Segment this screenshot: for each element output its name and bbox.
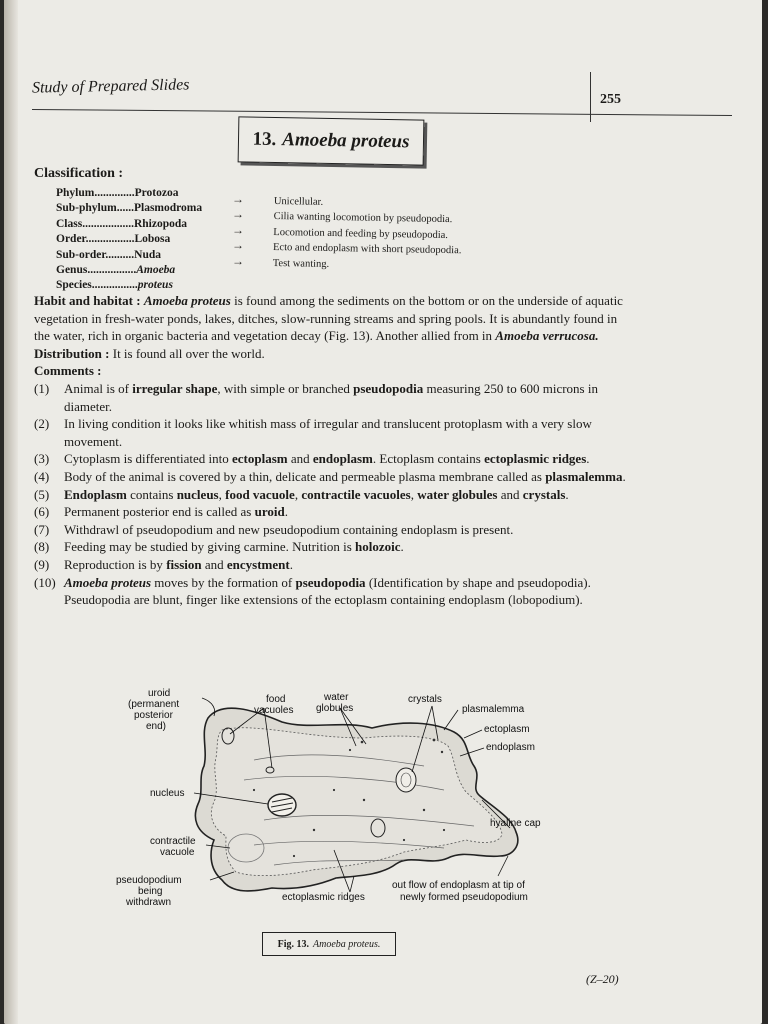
label-plasmalemma: plasmalemma xyxy=(462,704,525,715)
comment-number: (7) xyxy=(34,521,50,537)
classification-rank-row xyxy=(56,248,202,263)
label-endoplasm: endoplasm xyxy=(486,742,535,753)
habit-text: is found among the sediments on the bottom or on the underside of aquatic vegetation in fresh-water ponds, lakes, ditches, slow-running streams and spring pools. It is abundantly found in the water, rich in organic bacteria and vegetation decay (Fig. 13). Another allied from in xyxy=(34,293,623,344)
label-food: food xyxy=(266,694,286,705)
rank-value: proteus xyxy=(137,279,173,292)
comment-text: irregular shape xyxy=(132,380,218,396)
comment-text: , xyxy=(294,486,302,502)
habit-allied-species: Amoeba verrucosa. xyxy=(495,328,599,344)
comment-text: pseudopodia xyxy=(295,574,366,590)
section-species: Amoeba proteus xyxy=(282,129,410,153)
rank-value: Rhizopoda xyxy=(133,217,187,230)
comment-text: fission xyxy=(166,556,202,572)
page-binding-shadow xyxy=(4,0,18,1024)
comment-text: Body of the animal is covered by a thin, delicate and permeable plasma membrane called as xyxy=(64,468,546,484)
arrow-icon: → xyxy=(232,253,244,268)
comment-text: contains xyxy=(126,486,177,502)
classification-rank-row xyxy=(56,232,202,247)
distribution-paragraph xyxy=(34,345,634,363)
rank-name: Phylum.............. xyxy=(56,187,135,199)
rank-name: Order................. xyxy=(56,233,135,246)
comment-text: . xyxy=(622,468,626,484)
comment-text: plasmalemma xyxy=(545,468,623,484)
rank-name: Class.................. xyxy=(56,217,134,230)
classification-descriptions xyxy=(273,194,463,274)
comment-number: (3) xyxy=(34,451,50,467)
comment-text: Permanent posterior end is called as xyxy=(64,504,255,520)
comment-text: ectoplasm xyxy=(232,451,288,467)
label-outflow-2: newly formed pseudopodium xyxy=(400,892,528,903)
comment-text: measuring 250 to 600 microns in diameter. xyxy=(64,380,598,414)
running-head: Study of Prepared Slides xyxy=(31,76,190,97)
classification-rank-row xyxy=(56,186,202,201)
distribution-text: It is found all over the world. xyxy=(112,345,265,361)
comment-text: (Identification by shape and pseudopodia). Pseudopodia are blunt, finger like extensions of the ectoplasm containing endoplasm (lobopodium). xyxy=(64,574,591,608)
label-withdrawn: withdrawn xyxy=(126,897,172,908)
comment-text: nucleus xyxy=(176,486,219,502)
label-crystals: crystals xyxy=(408,694,442,705)
label-outflow-1: out flow of endoplasm at tip of xyxy=(392,880,525,891)
header-rule xyxy=(32,109,732,116)
arrow-icon: → xyxy=(232,192,244,206)
arrow-icon: → xyxy=(232,222,244,237)
comment-text: Endoplasm xyxy=(64,486,127,502)
comment-text: and xyxy=(201,556,227,572)
rank-name: Sub-order.......... xyxy=(56,248,135,261)
comment-text: . xyxy=(565,486,569,502)
distribution-label: Distribution : xyxy=(34,345,110,361)
rank-value: Plasmodroma xyxy=(133,202,203,215)
comment-item xyxy=(34,556,634,574)
classification-ranks xyxy=(56,186,202,294)
label-nucleus: nucleus xyxy=(150,788,185,799)
comment-text: food vacuole xyxy=(225,486,295,502)
footer-code: (Z–20) xyxy=(586,972,619,986)
habit-species: Amoeba proteus xyxy=(143,293,231,308)
page-number: 255 xyxy=(600,92,621,107)
comment-number: (5) xyxy=(34,486,50,502)
comment-item xyxy=(34,468,634,486)
comment-number: (8) xyxy=(34,539,50,555)
label-water: water xyxy=(324,692,349,703)
comment-text: Reproduction is by xyxy=(64,556,167,572)
arrow-icon: → xyxy=(232,207,244,222)
rank-value: Protozoa xyxy=(134,187,179,199)
comment-text: and xyxy=(497,486,523,502)
label-uroid: uroid xyxy=(148,688,171,699)
comments-list xyxy=(34,380,634,609)
classification-description: Locomotion and feeding by pseudopodia. xyxy=(273,226,449,241)
comment-number: (2) xyxy=(34,416,50,432)
comment-text: Amoeba proteus xyxy=(64,574,152,590)
comment-text: endoplasm xyxy=(312,451,373,467)
comment-text: . Ectoplasm contains xyxy=(372,451,485,467)
rank-value: Nuda xyxy=(134,248,162,261)
comment-item xyxy=(34,486,634,504)
comment-text: moves by the formation of xyxy=(151,574,296,590)
comment-text: Feeding may be studied by giving carmine. Nutrition is xyxy=(64,539,356,555)
comments-heading: Comments : xyxy=(34,363,102,379)
comment-item xyxy=(34,415,634,450)
amoeba-diagram xyxy=(104,680,574,916)
comment-item xyxy=(34,503,634,521)
comment-text: holozoic xyxy=(355,539,401,555)
rank-name: Genus................. xyxy=(56,264,137,277)
comment-number: (10) xyxy=(34,574,56,590)
comment-text: Withdrawl of pseudopodium and new pseudopodium containing endoplasm is present. xyxy=(64,521,514,537)
comment-text: pseudopodia xyxy=(353,380,424,396)
rank-name: Sub-phylum...... xyxy=(56,202,134,215)
rank-value: Amoeba xyxy=(136,264,176,277)
comment-number: (6) xyxy=(34,504,50,520)
section-title xyxy=(238,116,425,165)
rank-name: Species................ xyxy=(56,279,138,292)
comment-text: , xyxy=(410,486,418,502)
label-food-vacuoles: vacuoles xyxy=(254,705,294,716)
label-water-globules: globules xyxy=(316,703,354,714)
comment-text: and xyxy=(287,451,313,467)
comment-text: encystment xyxy=(226,556,290,572)
comment-item xyxy=(34,380,634,415)
comment-number: (9) xyxy=(34,556,50,572)
comment-item xyxy=(34,521,634,539)
label-ectoplasm: ectoplasm xyxy=(484,724,530,735)
amoeba-figure xyxy=(104,680,574,916)
arrow-icon: → xyxy=(232,238,244,253)
figure-caption-text: Amoeba proteus. xyxy=(312,938,381,950)
section-number: 13. xyxy=(252,128,277,151)
classification-description: Test wanting. xyxy=(272,257,330,270)
comment-text: Animal is of xyxy=(64,380,133,396)
habit-paragraph xyxy=(34,292,634,345)
label-uroid-end: end) xyxy=(146,721,167,732)
label-uroid-permanent: (permanent xyxy=(128,699,180,710)
classification-arrows xyxy=(232,192,244,269)
comment-item xyxy=(34,538,634,556)
figure-caption-label: Fig. 13. xyxy=(277,938,309,950)
comment-text: , with simple or branched xyxy=(217,380,354,396)
classification-description: Ecto and endoplasm with short pseudopodia. xyxy=(272,242,462,257)
comment-number: (4) xyxy=(34,468,50,484)
label-contractile: contractile xyxy=(150,836,196,847)
comment-text: . xyxy=(586,451,590,467)
comment-text: . xyxy=(400,539,404,555)
figure-caption xyxy=(262,932,396,956)
classification-heading: Classification : xyxy=(34,166,124,181)
comment-text: Cytoplasm is differentiated into xyxy=(64,451,233,467)
habit-label: Habit and habitat : xyxy=(34,293,141,308)
classification-description: Cilia wanting locomotion by pseudopodia. xyxy=(273,211,453,226)
rank-value: Lobosa xyxy=(134,233,171,246)
comment-text: contractile vacuoles xyxy=(301,486,411,502)
comment-text: . xyxy=(289,556,293,572)
comment-text: crystals xyxy=(522,486,566,502)
book-page xyxy=(4,0,762,1024)
comment-number: (1) xyxy=(34,380,50,396)
body-text xyxy=(34,292,634,609)
comment-text: . xyxy=(284,504,288,520)
comment-text: , xyxy=(218,486,226,502)
label-uroid-posterior: posterior xyxy=(134,710,173,721)
label-ectoplasmic-ridges: ectoplasmic ridges xyxy=(282,892,365,903)
classification-rank-row xyxy=(56,201,202,216)
comment-text: uroid xyxy=(254,504,285,520)
label-being: being xyxy=(138,886,163,897)
label-pseudopodium: pseudopodium xyxy=(116,875,182,886)
label-vacuole: vacuole xyxy=(160,847,195,858)
classification-rank-row xyxy=(56,217,202,232)
comment-text: In living condition it looks like whitish mass of irregular and translucent protoplasm with a very slow movement. xyxy=(64,416,592,449)
label-hyaline-cap: hyaline cap xyxy=(490,818,541,829)
comment-item xyxy=(34,450,634,468)
comment-text: water globules xyxy=(417,486,498,502)
classification-rank-row xyxy=(56,263,202,278)
comment-text: ectoplasmic ridges xyxy=(484,451,587,467)
water-globule xyxy=(396,768,416,792)
comment-item xyxy=(34,574,634,609)
classification-description: Unicellular. xyxy=(273,195,324,208)
